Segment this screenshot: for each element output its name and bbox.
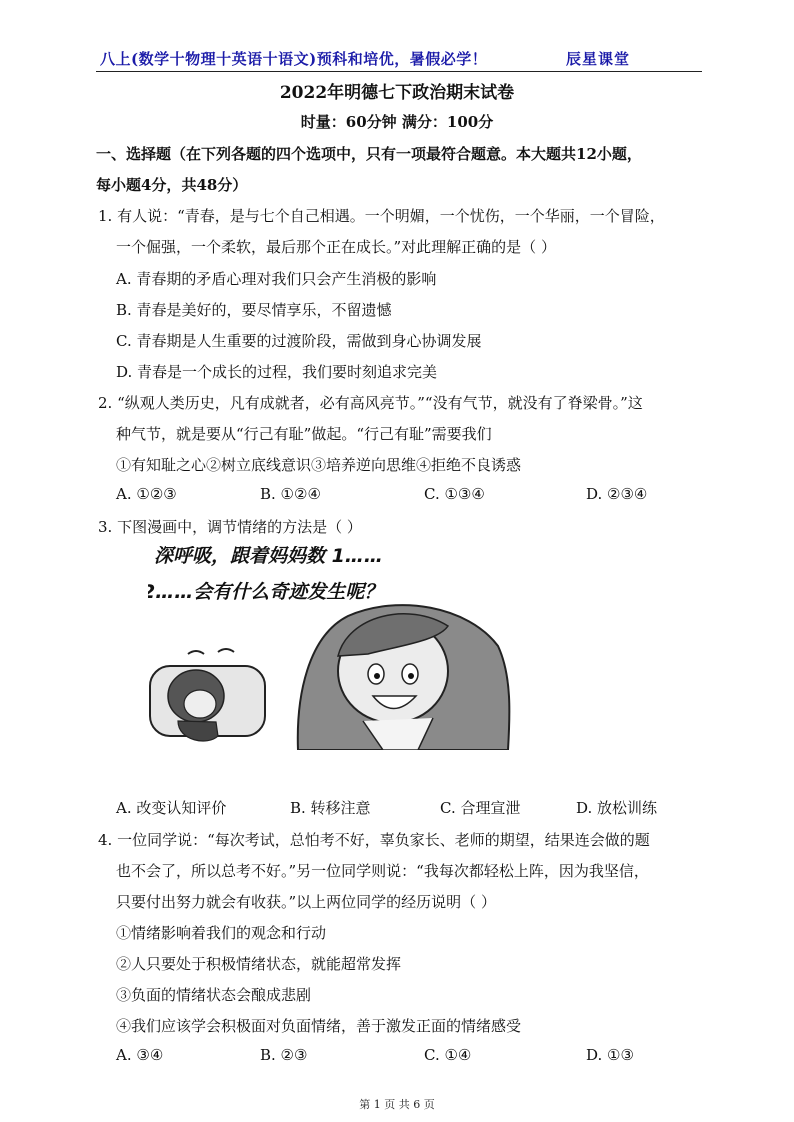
q4-option-a: A. ③④ — [116, 1046, 164, 1064]
q3-option-d: D. 放松训练 — [576, 799, 658, 817]
q4-stem-line3: 只要付出努力就会有收获。”以上两位同学的经历说明（ ） — [116, 893, 496, 911]
q4-item-4: ④我们应该学会积极面对负面情绪，善于激发正面的情绪感受 — [116, 1017, 522, 1035]
section-heading-line1: 一、选择题（在下列各题的四个选项中，只有一项最符合题意。本大题共12小题， — [96, 145, 642, 163]
q1-option-b: B. 青春是美好的，要尽情享乐，不留遗憾 — [116, 301, 392, 319]
q1-option-d: D. 青春是一个成长的过程，我们要时刻追求完美 — [116, 363, 438, 381]
q4-stem-line2: 也不会了，所以总考不好。”另一位同学则说：“我每次都轻松上阵，因为我坚信， — [116, 862, 649, 880]
girl-figure — [150, 649, 265, 741]
q1-stem-line1: 1. 有人说：“青春，是与七个自己相遇。一个明媚，一个忧伤，一个华丽，一个冒险， — [98, 207, 665, 225]
section-heading-line2: 每小题4分，共48分） — [96, 176, 248, 194]
q2-items: ①有知耻之心②树立底线意识③培养逆向思维④拒绝不良诱惑 — [116, 456, 522, 474]
q2-stem-line2: 种气节，就是要从“行己有耻”做起。“行己有耻”需要我们 — [116, 425, 492, 443]
q4-option-c: C. ①④ — [424, 1046, 472, 1064]
comic-illustration — [148, 546, 512, 750]
q4-stem-line1: 4. 一位同学说：“每次考试，总怕考不好，辜负家长、老师的期望，结果连会做的题 — [98, 831, 650, 849]
mother-figure — [298, 605, 510, 750]
q3-option-b: B. 转移注意 — [290, 799, 371, 817]
q3-option-a: A. 改变认知评价 — [116, 799, 227, 817]
q2-option-d: D. ②③④ — [586, 485, 648, 503]
q3-stem: 3. 下图漫画中，调节情绪的方法是（ ） — [98, 518, 362, 536]
comic-caption-line2: 2……会有什么奇迹发生呢？ — [148, 581, 384, 603]
q4-option-d: D. ①③ — [586, 1046, 634, 1064]
q4-option-b: B. ②③ — [260, 1046, 308, 1064]
exam-meta: 时量：60分钟 满分：100分 — [300, 113, 494, 131]
brand-label: 辰星课堂 — [566, 50, 631, 68]
q2-option-b: B. ①②④ — [260, 485, 321, 503]
q2-option-a: A. ①②③ — [116, 485, 177, 503]
q2-stem-line1: 2. “纵观人类历史，凡有成就者，必有高风亮节。”“没有气节，就没有了脊梁骨。”这 — [98, 394, 643, 412]
q4-item-2: ②人只要处于积极情绪状态，就能超常发挥 — [116, 955, 402, 973]
q4-item-3: ③负面的情绪状态会酿成悲剧 — [116, 986, 312, 1004]
q2-option-c: C. ①③④ — [424, 485, 485, 503]
q1-stem-line2: 一个倔强，一个柔软，最后那个正在成长。”对此理解正确的是（ ） — [116, 238, 556, 256]
exam-title: 2022年明德七下政治期末试卷 — [279, 83, 515, 103]
comic-caption-line1: 深呼吸，跟着妈妈数 1…… — [154, 546, 383, 567]
q1-option-c: C. 青春期是人生重要的过渡阶段，需做到身心协调发展 — [116, 332, 482, 350]
q4-item-1: ①情绪影响着我们的观念和行动 — [116, 924, 327, 942]
q1-option-a: A. 青春期的矛盾心理对我们只会产生消极的影响 — [116, 270, 437, 288]
header-divider — [96, 71, 702, 72]
q3-option-c: C. 合理宣泄 — [440, 799, 521, 817]
page-number: 第 1 页 共 6 页 — [359, 1098, 435, 1111]
promo-banner: 八上(数学十物理十英语十语文)预科和培优，暑假必学！ — [100, 50, 488, 68]
